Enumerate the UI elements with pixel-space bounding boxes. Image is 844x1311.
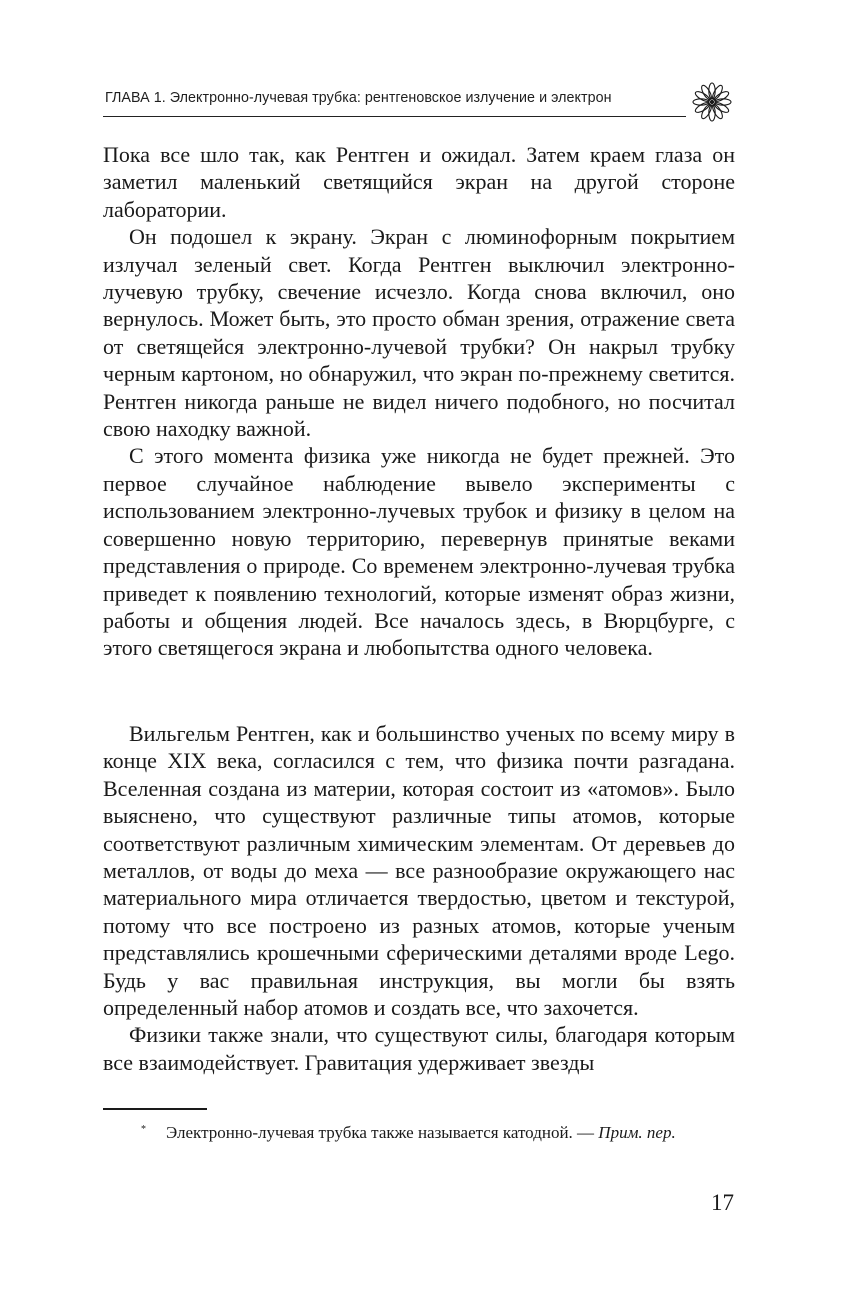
page-number: 17: [711, 1190, 734, 1215]
footnote-text: Электронно-лучевая трубка также называется катодной. —: [166, 1123, 595, 1142]
paragraph: Физики также знали, что существуют силы, благодаря которым все взаимодействует. Гравитация удерживает звезды: [103, 1022, 735, 1075]
footnote: [103, 1118, 735, 1145]
paragraph: Он подошел к экрану. Экран с люминофорным покрытием излучал зеленый свет. Когда Рентген выключил электронно-лучевую трубку, свечение исчезло. Когда снова включил, оно вернулось. Может быть, это просто обман зрения, отражение света от светящейся электронно-лучевой трубки? Он накрыл трубку черным картоном, но обнаружил, что экран по-прежнему светится. Рентген никогда раньше не видел ничего подобного, но посчитал свою находку важной.: [103, 224, 735, 442]
paragraph: С этого момента физика уже никогда не будет прежней. Это первое случайное наблюдение вывело эксперименты с использованием электронно-лучевых трубок и физику в целом на совершенно новую территорию, перевернув принятые веками представления о природе. Со временем электронно-лучевая трубка приведет к появлению технологий, которые изменят образ жизни, работы и общения людей. Все началось здесь, в Вюрцбурге, с этого светящегося экрана и любопытства одного человека.: [103, 443, 735, 661]
footnote-divider: [103, 1108, 207, 1110]
flower-ornament-icon: [690, 80, 734, 124]
paragraph: Вильгельм Рентген, как и большинство ученых по всему миру в конце XIX века, согласился с тем, что физика почти разгадана. Вселенная создана из материи, которая состоит из «атомов». Было выяснено, что существуют различные типы атомов, которые соответствуют различным химическим элементам. От деревьев до металлов, от воды до меха — все разнообразие окружающего нас материального мира отличается твердостью, цветом и текстурой, потому что все построено из разных атомов, которые ученым представлялись крошечными сферическими деталями вроде Lego. Будь у вас правильная инструкция, вы могли бы взять определенный набор атомов и создать все, что захочется.: [103, 721, 735, 1021]
footnote-marker: *: [141, 1124, 146, 1135]
paragraph: Пока все шло так, как Рентген и ожидал. Затем краем глаза он заметил маленький светящийся экран на другой стороне лаборатории.: [103, 142, 735, 222]
main-text-top: [103, 141, 735, 662]
running-head: [103, 86, 686, 117]
chapter-title: ГЛАВА 1. Электронно-лучевая трубка: рентгеновское излучение и электрон: [105, 90, 612, 106]
footnote-translator-note: Прим. пер.: [598, 1123, 676, 1142]
main-text-bottom: [103, 720, 735, 1076]
